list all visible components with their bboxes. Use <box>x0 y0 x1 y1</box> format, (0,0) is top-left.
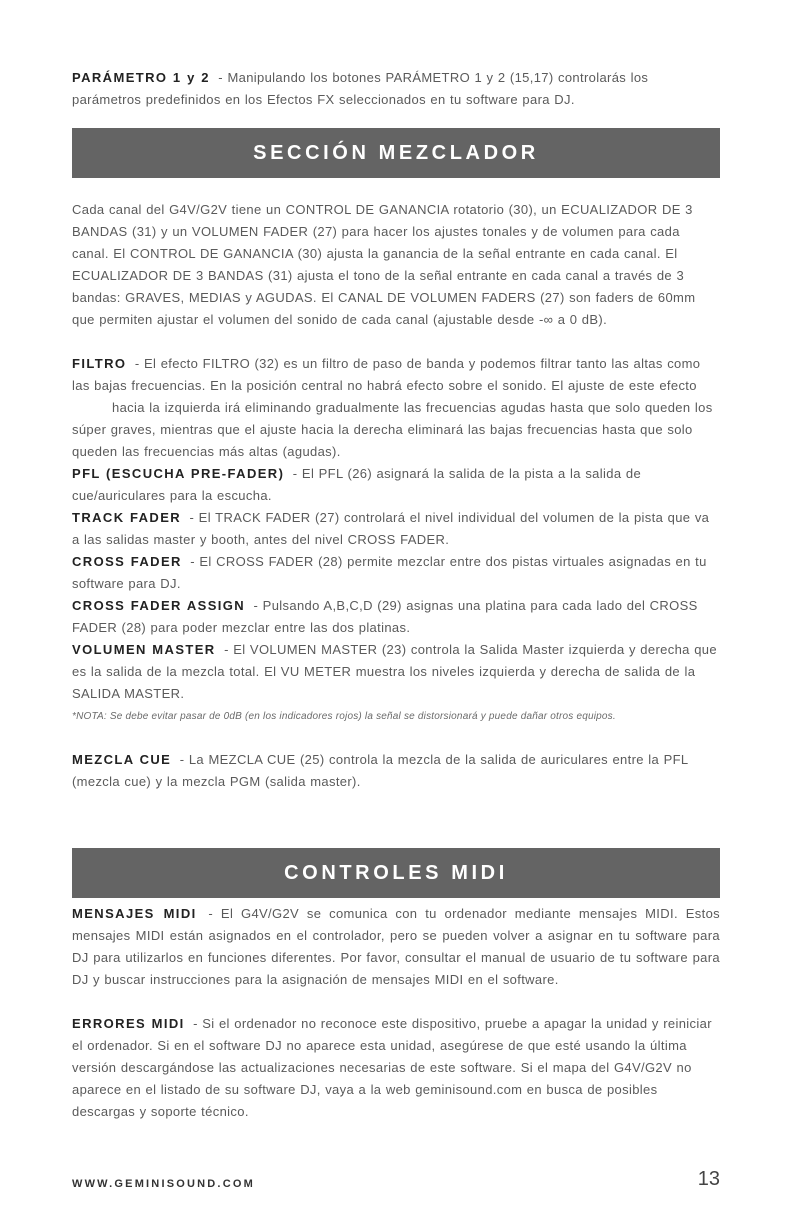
parametro-text: - Manipulando los botones PARÁMETRO 1 y 2 (15,17) controlarás los parámetros predefinidos en los Efectos FX seleccionados en tu software para DJ. <box>72 70 649 107</box>
master-volume-text: - El VOLUMEN MASTER (23) controla la Salida Master izquierda y derecha que es la salida de la mezcla total. El VU METER muestra los niveles izquierda y derecha de salida de la SALIDA MASTER. <box>72 642 717 701</box>
footer-website-url: WWW.GEMINISOUND.COM <box>72 1178 255 1190</box>
midi-messages-text: - El G4V/G2V se comunica con tu ordenador mediante mensajes MIDI. Estos mensajes MIDI están asignados en el controlador, pero se pueden volver a asignar en tu software para DJ para utilizarlos en funciones diferentes. Por favor, consultar el manual de usuario de tu software para DJ y buscar instrucciones para la asignación de mensajes MIDI en el software. <box>72 906 720 987</box>
mixer-intro-paragraph: Cada canal del G4V/G2V tiene un CONTROL DE GANANCIA rotatorio (30), un ECUALIZADOR DE 3 BANDAS (31) y un VOLUMEN FADER (27) para hacer los ajustes tonales y de volumen para cada canal. El CONTROL DE GANANCIA (30) ajusta la ganancia de la señal entrante en cada canal. El ECUALIZADOR DE 3 BANDAS (31) ajusta el tono de la señal entrante en cada canal a través de 3 bandas: GRAVES, MEDIAS y AGUDAS. El CANAL DE VOLUMEN FADERS (27) son faders de 60mm que permiten ajustar el volumen del sonido de cada canal (ajustable desde -∞ a 0 dB). <box>72 202 696 327</box>
pfl-paragraph <box>72 463 720 507</box>
cross-fader-assign-label: CROSS FADER ASSIGN <box>72 598 246 613</box>
master-volume-label: VOLUMEN MASTER <box>72 642 216 657</box>
master-volume-paragraph <box>72 639 720 705</box>
filtro-text-1: - El efecto FILTRO (32) es un filtro de paso de banda y podemos filtrar tanto las altas como las bajas frecuencias. En la posición central no habrá efecto sobre el sonido. El ajuste de este efecto <box>72 356 701 393</box>
track-fader-text: - El TRACK FADER (27) controlará el nivel individual del volumen de la pista que va a las salidas master y booth, antes del nivel CROSS FADER. <box>72 510 710 547</box>
midi-errors-label: ERRORES MIDI <box>72 1016 185 1031</box>
midi-errors-text: - Si el ordenador no reconoce este dispositivo, pruebe a apagar la unidad y reiniciar el ordenador. Si en el software DJ no aparece esta unidad, asegúrese de que esté usando la última versión descargándose las actualizaciones necesarias de este software. Si el mapa del G4V/G2V no aparece en el listado de su software DJ, vaya a la web geminisound.com en busca de posibles descargas y soporte técnico. <box>72 1016 712 1119</box>
cue-mix-label: MEZCLA CUE <box>72 752 172 767</box>
mixer-section-banner <box>72 128 720 178</box>
midi-messages-label: MENSAJES MIDI <box>72 906 197 921</box>
cross-fader-text: - El CROSS FADER (28) permite mezclar entre dos pistas virtuales asignadas en tu software para DJ. <box>72 554 707 591</box>
filtro-label: FILTRO <box>72 356 127 371</box>
midi-section-title: CONTROLES MIDI <box>284 862 508 884</box>
pfl-text: - El PFL (26) asignará la salida de la pista a la salida de cue/auriculares para la escucha. <box>72 466 642 503</box>
cue-mix-paragraph <box>72 749 720 793</box>
page-number: 13 <box>697 1168 720 1190</box>
parametro-paragraph <box>72 67 720 111</box>
warning-note: *NOTA: Se debe evitar pasar de 0dB (en los indicadores rojos) la señal se distorsionará y puede dañar otros equipos. <box>72 711 616 722</box>
pfl-label: PFL (ESCUCHA PRE-FADER) <box>72 466 285 481</box>
cross-fader-assign-paragraph <box>72 595 720 639</box>
mixer-section-title: SECCIÓN MEZCLADOR <box>253 142 539 164</box>
parametro-label: PARÁMETRO 1 y 2 <box>72 70 210 85</box>
filtro-text-2: hacia la izquierda irá eliminando gradualmente las frecuencias agudas hasta que solo queden los súper graves, mientras que el ajuste hacia la derecha eliminará las bajas frecuencias hasta que solo queden las frecuencias más altas (agudas). <box>72 400 713 459</box>
track-fader-paragraph <box>72 507 720 551</box>
cue-mix-text: - La MEZCLA CUE (25) controla la mezcla de la salida de auriculares entre la PFL (mezcla cue) y la mezcla PGM (salida master). <box>72 752 688 789</box>
midi-section-banner <box>72 848 720 898</box>
midi-errors-paragraph <box>72 1013 720 1123</box>
track-fader-label: TRACK FADER <box>72 510 182 525</box>
midi-messages-paragraph <box>72 903 720 991</box>
cross-fader-assign-text: - Pulsando A,B,C,D (29) asignas una platina para cada lado del CROSS FADER (28) para poder mezclar entre las dos platinas. <box>72 598 698 635</box>
cross-fader-label: CROSS FADER <box>72 554 182 569</box>
cross-fader-paragraph <box>72 551 720 595</box>
filtro-paragraph <box>72 353 720 463</box>
